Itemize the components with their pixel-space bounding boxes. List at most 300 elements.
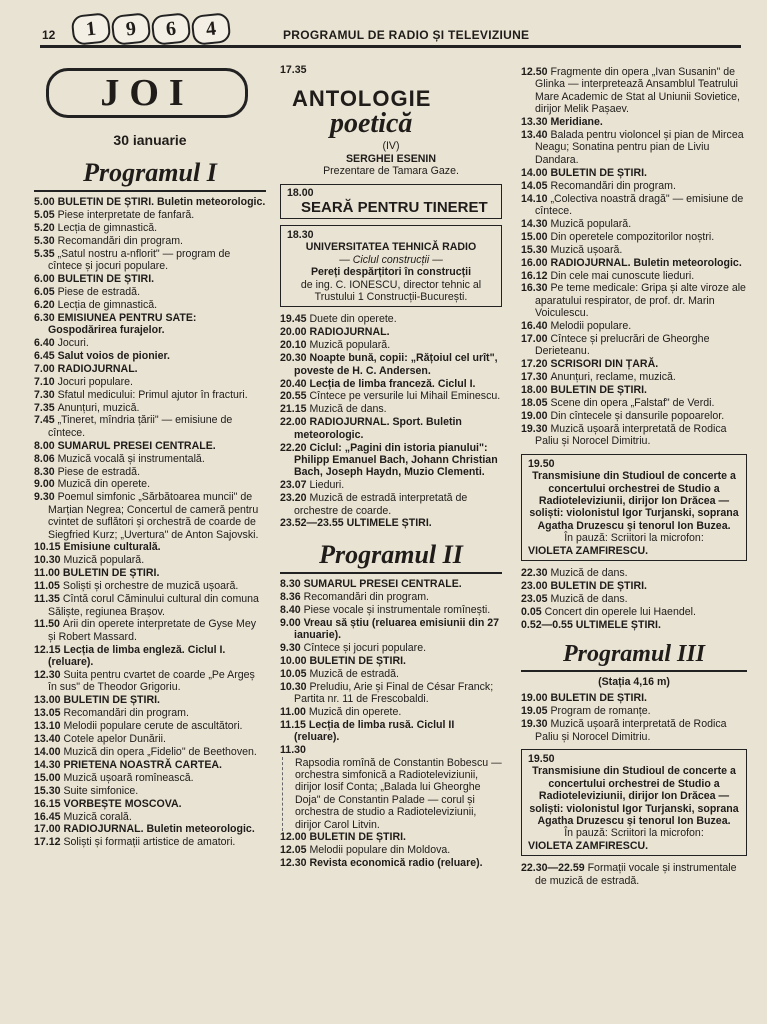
entry-time: 5.05 bbox=[34, 208, 58, 221]
entry-text: Melodii populare. bbox=[550, 320, 632, 333]
entry-time: 9.00 bbox=[34, 478, 58, 491]
entry-text: Balada pentru violoncel și pian de Mircea Neagu; Sonatina pentru pian de Liviu Dandara. bbox=[535, 129, 744, 166]
entry-time: 20.55 bbox=[280, 390, 310, 403]
entry-time: 22.20 bbox=[280, 441, 310, 454]
schedule-entry bbox=[280, 403, 502, 415]
program-2-list-end bbox=[280, 831, 502, 869]
box-universitatea-tehnica bbox=[280, 225, 502, 307]
schedule-entry bbox=[34, 580, 266, 592]
box-time: 19.50 bbox=[528, 457, 555, 470]
entry-time: 10.00 bbox=[280, 654, 310, 667]
entry-text: Salut voios de pionier. bbox=[57, 349, 170, 362]
schedule-entry bbox=[280, 604, 502, 616]
entry-text: Melodii populare din Moldova. bbox=[309, 843, 451, 856]
antologie-time: 17.35 bbox=[280, 64, 307, 76]
antologie-presenter: Prezentare de Tamara Gaze. bbox=[323, 165, 459, 178]
entry-time: 17.20 bbox=[521, 358, 551, 371]
entry-time: 0.05 bbox=[521, 605, 545, 618]
entry-time: 5.35 bbox=[34, 247, 58, 260]
entry-time: 10.30 bbox=[280, 680, 310, 693]
program-1-evening-list bbox=[280, 313, 502, 529]
schedule-entry bbox=[521, 116, 747, 128]
entry-time: 9.30 bbox=[280, 641, 304, 654]
schedule-entry bbox=[280, 313, 502, 325]
entry-time: 8.06 bbox=[34, 452, 58, 465]
entry-text: Cotele apelor Dunării. bbox=[63, 733, 166, 746]
entry-text: BULETIN DE ȘTIRI. bbox=[63, 694, 160, 707]
schedule-entry bbox=[34, 453, 266, 465]
entry-text: Lecția de limba engleză. Ciclul I. (reluare). bbox=[48, 643, 226, 669]
schedule-entry bbox=[34, 618, 266, 643]
entry-time: 8.00 bbox=[34, 439, 58, 452]
program-3-station: (Stația 4,16 m) bbox=[598, 675, 670, 688]
schedule-entry bbox=[280, 857, 502, 869]
header-rule bbox=[40, 45, 741, 48]
entry-text: BULETIN DE ȘTIRI. bbox=[550, 384, 647, 397]
program-1-title: Programul I bbox=[34, 158, 266, 192]
entry-time: 11.00 bbox=[34, 567, 63, 580]
entry-text: Duete din operete. bbox=[309, 313, 397, 326]
entry-time: 11.50 bbox=[34, 618, 63, 631]
entry-time: 17.00 bbox=[34, 823, 64, 836]
box-title: SEARĂ PENTRU TINERET bbox=[301, 199, 488, 217]
entry-time: 6.20 bbox=[34, 298, 58, 311]
entry-time: 13.30 bbox=[521, 116, 551, 129]
entry-text: EMISIUNEA PENTRU SATE: Gospodărirea furajelor. bbox=[48, 311, 197, 337]
schedule-entry bbox=[280, 719, 502, 744]
entry-time: 20.10 bbox=[280, 339, 310, 352]
entry-time: 11.35 bbox=[34, 593, 63, 606]
schedule-entry bbox=[280, 390, 502, 402]
entry-time: 15.30 bbox=[34, 784, 64, 797]
entry-time: 8.36 bbox=[280, 590, 304, 603]
entry-time: 12.00 bbox=[280, 831, 310, 843]
entry-time: 13.40 bbox=[521, 129, 551, 142]
entry-time: 14.00 bbox=[521, 166, 551, 179]
entry-time: 20.40 bbox=[280, 377, 310, 390]
entry-text: Lecția de gimnastică. bbox=[57, 298, 158, 311]
entry-time: 7.10 bbox=[34, 375, 58, 388]
schedule-entry bbox=[34, 389, 266, 401]
schedule-entry bbox=[34, 196, 266, 208]
schedule-entry bbox=[280, 591, 502, 603]
entry-time: 14.30 bbox=[34, 758, 64, 771]
schedule-entry bbox=[34, 567, 266, 579]
entry-text: Muzică de estradă. bbox=[309, 667, 399, 680]
entry-time: 7.45 bbox=[34, 414, 58, 427]
schedule-entry bbox=[34, 593, 266, 618]
entry-time: 16.30 bbox=[521, 282, 551, 295]
entry-text: ULTIMELE ȘTIRI. bbox=[575, 618, 661, 631]
schedule-entry bbox=[34, 644, 266, 669]
entry-time: 14.00 bbox=[34, 745, 64, 758]
box-author: de ing. C. IONESCU, director tehnic al Trustului 1 Construcții-București. bbox=[300, 278, 482, 304]
entry-text: Formații vocale și instrumentale de muzică de estradă. bbox=[535, 862, 737, 887]
entry-time: 19.00 bbox=[521, 409, 551, 422]
schedule-entry bbox=[280, 681, 502, 706]
entry-time: 7.35 bbox=[34, 401, 58, 414]
box-seara-tineret bbox=[280, 184, 502, 219]
entry-text: Sfatul medicului: Primul ajutor în fracturi. bbox=[57, 388, 248, 401]
entry-text: Recomandări din program. bbox=[63, 707, 189, 720]
entry-time: 6.00 bbox=[34, 272, 58, 285]
entry-text: Lieduri. bbox=[309, 479, 345, 492]
entry-time: 12.05 bbox=[280, 843, 310, 856]
program-3-title: Programul III bbox=[521, 641, 747, 672]
entry-time: 8.30 bbox=[34, 465, 58, 478]
entry-time: 17.00 bbox=[521, 333, 551, 346]
page-number: 12 bbox=[42, 28, 56, 42]
date: 30 ianuarie bbox=[113, 132, 187, 148]
schedule-entry bbox=[521, 193, 747, 218]
schedule-entry bbox=[521, 862, 747, 887]
schedule-entry bbox=[34, 209, 266, 221]
schedule-entry bbox=[34, 491, 266, 541]
schedule-entry bbox=[280, 326, 502, 338]
schedule-entry bbox=[521, 410, 747, 422]
entry-time: 15.00 bbox=[521, 230, 551, 243]
entry-text: BULETIN DE ȘTIRI. Buletin meteorologic. bbox=[57, 196, 266, 208]
entry-text: RADIOJURNAL. Sport. Buletin meteorologic. bbox=[294, 416, 462, 441]
schedule-entry bbox=[34, 440, 266, 452]
program-2-title: Programul II bbox=[280, 540, 502, 574]
entry-text: Arii din operete interpretate de Gyse Mey și Robert Massard. bbox=[48, 618, 257, 643]
schedule-entry bbox=[34, 798, 266, 810]
entry-text: Cîntă corul Căminului cultural din comuna Săliște, regiunea Brașov. bbox=[48, 593, 259, 618]
entry-time: 5.30 bbox=[34, 234, 58, 247]
entry-text: „Colectiva noastră dragă" — emisiune de cîntece. bbox=[535, 192, 744, 217]
entry-text: „Tineret, mîndria țării" — emisiune de cîntece. bbox=[48, 414, 233, 439]
schedule-entry bbox=[521, 358, 747, 370]
entry-text: Noapte bună, copii: „Rățoiul cel urît", poveste de H. C. Andersen. bbox=[294, 352, 498, 377]
antologie-line2: poetică bbox=[330, 108, 413, 140]
entry-time: 5.20 bbox=[34, 221, 58, 234]
entry-time: 16.00 bbox=[521, 256, 551, 269]
schedule-entry bbox=[521, 580, 747, 592]
entry-text: Melodii populare cerute de ascultători. bbox=[63, 720, 243, 733]
entry-text: BULETIN DE ȘTIRI. bbox=[550, 692, 647, 705]
entry-text: Muzică ușoară interpretată de Rodica Paliu și Norocel Dimitriu. bbox=[535, 718, 727, 743]
schedule-entry bbox=[521, 606, 747, 618]
entry-time: 12.15 bbox=[34, 643, 64, 656]
entry-text: Soliști și orchestre de muzică ușoară. bbox=[62, 580, 239, 593]
schedule-entry bbox=[280, 668, 502, 680]
entry-text: Muzică vocală și instrumentală. bbox=[57, 452, 205, 465]
entry-time: 23.20 bbox=[280, 492, 310, 505]
rapsodia-time: 11.30 bbox=[280, 744, 306, 757]
entry-time: 13.00 bbox=[34, 694, 64, 707]
entry-time: 22.30 bbox=[521, 566, 551, 579]
entry-time: 22.30—22.59 bbox=[521, 862, 585, 875]
box-pause: În pauză: Scriitori la microfon: bbox=[564, 532, 704, 545]
entry-time: 12.30 bbox=[34, 669, 64, 682]
entry-text: Fragmente din opera „Ivan Susanin" de Glinka — interpretează Ansamblul Teatrului Mare Academic de Stat al Uniunii Sovietice, dirijor Melik Pașaev. bbox=[535, 66, 740, 116]
schedule-entry bbox=[521, 384, 747, 396]
schedule-entry bbox=[34, 337, 266, 349]
entry-time: 8.30 bbox=[280, 577, 304, 590]
entry-text: Soliști și formații artistice de amatori. bbox=[63, 836, 236, 849]
antologie-part: (IV) bbox=[382, 140, 400, 153]
box-text: Transmisiune din Studioul de concerte a concertului orchestrei de Studio a Radioteleviziunii, dirijor Ion Drăcea — soliști: violonistul Igor Turjanski, soprana Agatha Druzescu și tenorul Ion Buzea. bbox=[529, 470, 739, 532]
entry-time: 7.00 bbox=[34, 362, 58, 375]
entry-text: Din cîntecele și dansurile popoarelor. bbox=[550, 409, 725, 422]
entry-time: 19.00 bbox=[521, 692, 551, 705]
entry-text: Muzică ușoară interpretată de Rodica Paliu și Norocel Dimitriu. bbox=[535, 422, 727, 448]
entry-text: BULETIN DE ȘTIRI. bbox=[309, 831, 406, 843]
box-concert-p3 bbox=[521, 749, 747, 856]
box-time: 19.50 bbox=[528, 753, 555, 765]
entry-text: Meridiane. bbox=[550, 116, 603, 129]
schedule-entry bbox=[280, 617, 502, 642]
schedule-entry bbox=[34, 286, 266, 298]
entry-time: 13.05 bbox=[34, 707, 64, 720]
entry-time: 16.15 bbox=[34, 797, 64, 810]
entry-time: 22.00 bbox=[280, 416, 310, 429]
entry-time: 9.00 bbox=[280, 616, 304, 629]
schedule-entry bbox=[521, 371, 747, 383]
entry-text: Muzică de estradă interpretată de orchestre de coarde. bbox=[294, 492, 468, 517]
schedule-entry bbox=[521, 567, 747, 579]
entry-time: 19.30 bbox=[521, 422, 551, 435]
entry-time: 8.40 bbox=[280, 603, 304, 616]
schedule-entry bbox=[521, 692, 747, 704]
entry-text: Cîntece și prelucrări de Gheorghe Derieteanu. bbox=[535, 333, 710, 358]
entry-time: 6.40 bbox=[34, 336, 58, 349]
entry-text: Piese de estradă. bbox=[57, 285, 141, 298]
schedule-entry bbox=[521, 282, 747, 319]
schedule-entry bbox=[280, 479, 502, 491]
entry-time: 19.30 bbox=[521, 718, 551, 731]
entry-time: 14.05 bbox=[521, 179, 551, 192]
box-time: 18.00 bbox=[287, 186, 314, 199]
entry-text: Recomandări din program. bbox=[303, 590, 429, 603]
entry-time: 10.30 bbox=[34, 554, 64, 567]
entry-text: Preludiu, Arie și Final de César Franck; Partita nr. 11 de Frescobaldi. bbox=[294, 680, 494, 706]
box-cycle: — Ciclul construcții — bbox=[339, 253, 443, 266]
entry-text: Vreau să știu (reluarea emisiunii din 27 ianuarie). bbox=[294, 616, 500, 641]
entry-text: Revista economică radio (reluare). bbox=[309, 856, 483, 869]
entry-text: RADIOJURNAL. bbox=[57, 362, 138, 375]
entry-time: 16.40 bbox=[521, 320, 551, 333]
box-writer: VIOLETA ZAMFIRESCU. bbox=[528, 839, 649, 852]
schedule-entry bbox=[521, 244, 747, 256]
schedule-entry bbox=[34, 669, 266, 694]
entry-text: RADIOJURNAL. Buletin meteorologic. bbox=[63, 823, 255, 836]
column-1 bbox=[34, 60, 266, 849]
schedule-entry bbox=[280, 655, 502, 667]
entry-text: RADIOJURNAL. bbox=[309, 326, 390, 339]
entry-text: Anunțuri, muzică. bbox=[57, 401, 140, 414]
entry-time: 11.05 bbox=[34, 580, 63, 593]
schedule-entry bbox=[280, 706, 502, 718]
entry-text: Muzică corală. bbox=[63, 810, 132, 823]
schedule-entry bbox=[34, 694, 266, 706]
schedule-entry bbox=[34, 811, 266, 823]
entry-time: 23.07 bbox=[280, 479, 310, 492]
schedule-entry bbox=[280, 352, 502, 377]
entry-time: 15.00 bbox=[34, 771, 64, 784]
box-writer: VIOLETA ZAMFIRESCU. bbox=[528, 544, 649, 557]
schedule-entry bbox=[280, 844, 502, 856]
entry-time: 23.52—23.55 bbox=[280, 517, 347, 530]
entry-text: Muzică ușoară romînească. bbox=[63, 771, 194, 784]
schedule-entry bbox=[521, 129, 747, 166]
entry-time: 10.15 bbox=[34, 541, 64, 554]
entry-text: BULETIN DE ȘTIRI. bbox=[550, 166, 647, 179]
schedule-entry bbox=[34, 478, 266, 490]
schedule-entry bbox=[280, 416, 502, 441]
program-1-list bbox=[34, 196, 266, 849]
entry-text: Muzică din operete. bbox=[308, 705, 402, 718]
schedule-entry bbox=[34, 772, 266, 784]
schedule-entry bbox=[280, 831, 502, 843]
entry-time: 19.45 bbox=[280, 313, 310, 326]
entry-text: RADIOJURNAL. Buletin meteorologic. bbox=[550, 256, 742, 269]
entry-text: BULETIN DE ȘTIRI. bbox=[62, 567, 160, 580]
entry-text: Piese de estradă. bbox=[57, 465, 141, 478]
entry-time: 16.12 bbox=[521, 269, 551, 282]
entry-text: Suita pentru cvartet de coarde „Pe Argeș în sus" de Theodor Grigoriu. bbox=[48, 669, 255, 694]
schedule-entry bbox=[521, 705, 747, 717]
schedule-entry bbox=[521, 718, 747, 743]
box-title: UNIVERSITATEA TEHNICĂ RADIO bbox=[305, 241, 477, 254]
entry-text: Din cele mai cunoscute lieduri. bbox=[550, 269, 695, 282]
schedule-entry bbox=[34, 350, 266, 362]
schedule-entry bbox=[34, 836, 266, 848]
schedule-entry bbox=[34, 785, 266, 797]
program-2-list bbox=[280, 578, 502, 744]
entry-text: Muzică de dans. bbox=[550, 592, 628, 605]
entry-text: Muzică de dans. bbox=[550, 566, 628, 579]
entry-text: Scene din opera „Falstaf" de Verdi. bbox=[550, 397, 715, 410]
entry-text: Poemul simfonic „Sărbătoarea muncii" de Marțian Negrea; Concertul de cameră pentru cvintet de suflători și orchestră de coarde de Siegfried Kurz; „Uvertura" de Anton Sajovski. bbox=[48, 491, 259, 541]
antologie-line1: ANTOLOGIE bbox=[292, 86, 432, 112]
entry-time: 10.05 bbox=[280, 667, 310, 680]
entry-time: 13.10 bbox=[34, 720, 64, 733]
entry-time: 19.05 bbox=[521, 705, 551, 718]
schedule-entry bbox=[34, 746, 266, 758]
day-name: JOI bbox=[46, 68, 248, 118]
schedule-entry bbox=[521, 66, 747, 116]
box-pause: În pauză: Scriitori la microfon: bbox=[564, 827, 704, 840]
schedule-entry bbox=[280, 492, 502, 517]
entry-time: 18.05 bbox=[521, 397, 551, 410]
entry-time: 20.30 bbox=[280, 352, 310, 365]
entry-text: Muzică populară. bbox=[309, 339, 391, 352]
schedule-entry bbox=[521, 270, 747, 282]
entry-text: Recomandări din program. bbox=[550, 179, 676, 192]
entry-time: 11.15 bbox=[280, 718, 309, 731]
entry-time: 17.12 bbox=[34, 836, 64, 849]
schedule-entry bbox=[521, 397, 747, 409]
schedule-entry bbox=[34, 733, 266, 745]
entry-time: 11.00 bbox=[280, 705, 309, 718]
entry-time: 5.00 bbox=[34, 196, 58, 208]
schedule-entry bbox=[34, 273, 266, 285]
entry-text: ULTIMELE ȘTIRI. bbox=[346, 517, 432, 530]
schedule-entry bbox=[280, 378, 502, 390]
year-digit: 4 bbox=[191, 12, 232, 46]
entry-time: 23.05 bbox=[521, 592, 551, 605]
entry-text: Emisiune culturală. bbox=[63, 541, 161, 554]
schedule-entry bbox=[521, 333, 747, 358]
entry-text: Muzică din opera „Fidelio" de Beethoven. bbox=[63, 745, 257, 758]
entry-text: Recomandări din program. bbox=[57, 234, 183, 247]
schedule-entry bbox=[34, 466, 266, 478]
entry-text: PRIETENA NOASTRĂ CARTEA. bbox=[63, 758, 222, 771]
entry-text: SUMARUL PRESEI CENTRALE. bbox=[303, 577, 462, 590]
entry-text: Piese vocale și instrumentale romînești. bbox=[303, 603, 491, 616]
entry-text: Din operetele compozitorilor noștri. bbox=[550, 230, 715, 243]
entry-text: Lecția de limba franceză. Ciclul I. bbox=[309, 377, 476, 390]
schedule-entry bbox=[34, 312, 266, 337]
schedule-entry bbox=[280, 517, 502, 529]
box-topic: Pereți despărțitori în construcții bbox=[310, 266, 472, 279]
entry-text: Concert din operele lui Haendel. bbox=[544, 605, 696, 618]
entry-text: Ciclul: „Pagini din istoria pianului": Philipp Emanuel Bach, Johann Christian Bach, Joseph Haydn, Muzio Clementi. bbox=[294, 441, 498, 479]
entry-time: 17.30 bbox=[521, 371, 551, 384]
entry-time: 21.15 bbox=[280, 403, 310, 416]
entry-time: 13.40 bbox=[34, 733, 64, 746]
schedule-entry bbox=[34, 402, 266, 414]
schedule-entry bbox=[521, 167, 747, 179]
schedule-entry bbox=[34, 823, 266, 835]
entry-text: Muzică ușoară. bbox=[550, 243, 623, 256]
schedule-entry bbox=[34, 376, 266, 388]
schedule-entry bbox=[34, 363, 266, 375]
program-3-list bbox=[521, 692, 747, 743]
entry-text: SCRISORI DIN ȚARĂ. bbox=[550, 358, 659, 371]
schedule-entry bbox=[34, 248, 266, 273]
entry-text: Muzică din operete. bbox=[57, 478, 151, 491]
entry-text: Program de romanțe. bbox=[550, 705, 651, 718]
box-time: 18.30 bbox=[287, 229, 314, 242]
entry-text: Jocuri populare. bbox=[57, 375, 133, 388]
schedule-entry bbox=[521, 231, 747, 243]
entry-text: Pe teme medicale: Gripa și alte viroze ale aparatului respirator, de prof. dr. Marin Voiculescu. bbox=[535, 282, 746, 320]
column-2 bbox=[280, 64, 502, 870]
schedule-entry bbox=[280, 339, 502, 351]
schedule-entry bbox=[34, 235, 266, 247]
year-digit: 9 bbox=[111, 12, 152, 46]
antologie-author: SERGHEI ESENIN bbox=[345, 152, 437, 165]
entry-text: BULETIN DE ȘTIRI. bbox=[550, 579, 647, 592]
entry-time: 12.50 bbox=[521, 66, 551, 78]
antologie-poetica bbox=[280, 86, 502, 140]
entry-text: Muzică populară. bbox=[550, 217, 632, 230]
column-3 bbox=[521, 66, 747, 888]
entry-text: Lecția de limba rusă. Ciclul II (reluare). bbox=[294, 718, 455, 744]
year-badge bbox=[72, 14, 230, 44]
schedule-entry bbox=[521, 180, 747, 192]
entry-text: Cîntece și jocuri populare. bbox=[303, 641, 427, 654]
entry-text: BULETIN DE ȘTIRI. bbox=[57, 272, 155, 285]
schedule-entry bbox=[34, 707, 266, 719]
entry-text: Jocuri. bbox=[57, 336, 89, 349]
box-text: Transmisiune din Studioul de concerte a concertului orchestrei de Studio a Radioteleviziunii, dirijor Ion Drăcea — soliști: violonistul Igor Turjanski, soprana Agatha Druzescu și tenorul Ion Buzea. bbox=[529, 765, 739, 828]
entry-text: BULETIN DE ȘTIRI. bbox=[309, 654, 406, 667]
schedule-entry bbox=[521, 619, 747, 631]
schedule-entry bbox=[521, 593, 747, 605]
entry-text: Anunțuri, reclame, muzică. bbox=[550, 371, 676, 384]
entry-text: SUMARUL PRESEI CENTRALE. bbox=[57, 439, 216, 452]
entry-time: 23.00 bbox=[521, 579, 551, 592]
schedule-entry bbox=[34, 720, 266, 732]
entry-text: Muzică populară. bbox=[63, 554, 145, 567]
entry-time: 20.00 bbox=[280, 326, 310, 339]
entry-time: 12.30 bbox=[280, 856, 310, 869]
entry-time: 16.45 bbox=[34, 810, 64, 823]
